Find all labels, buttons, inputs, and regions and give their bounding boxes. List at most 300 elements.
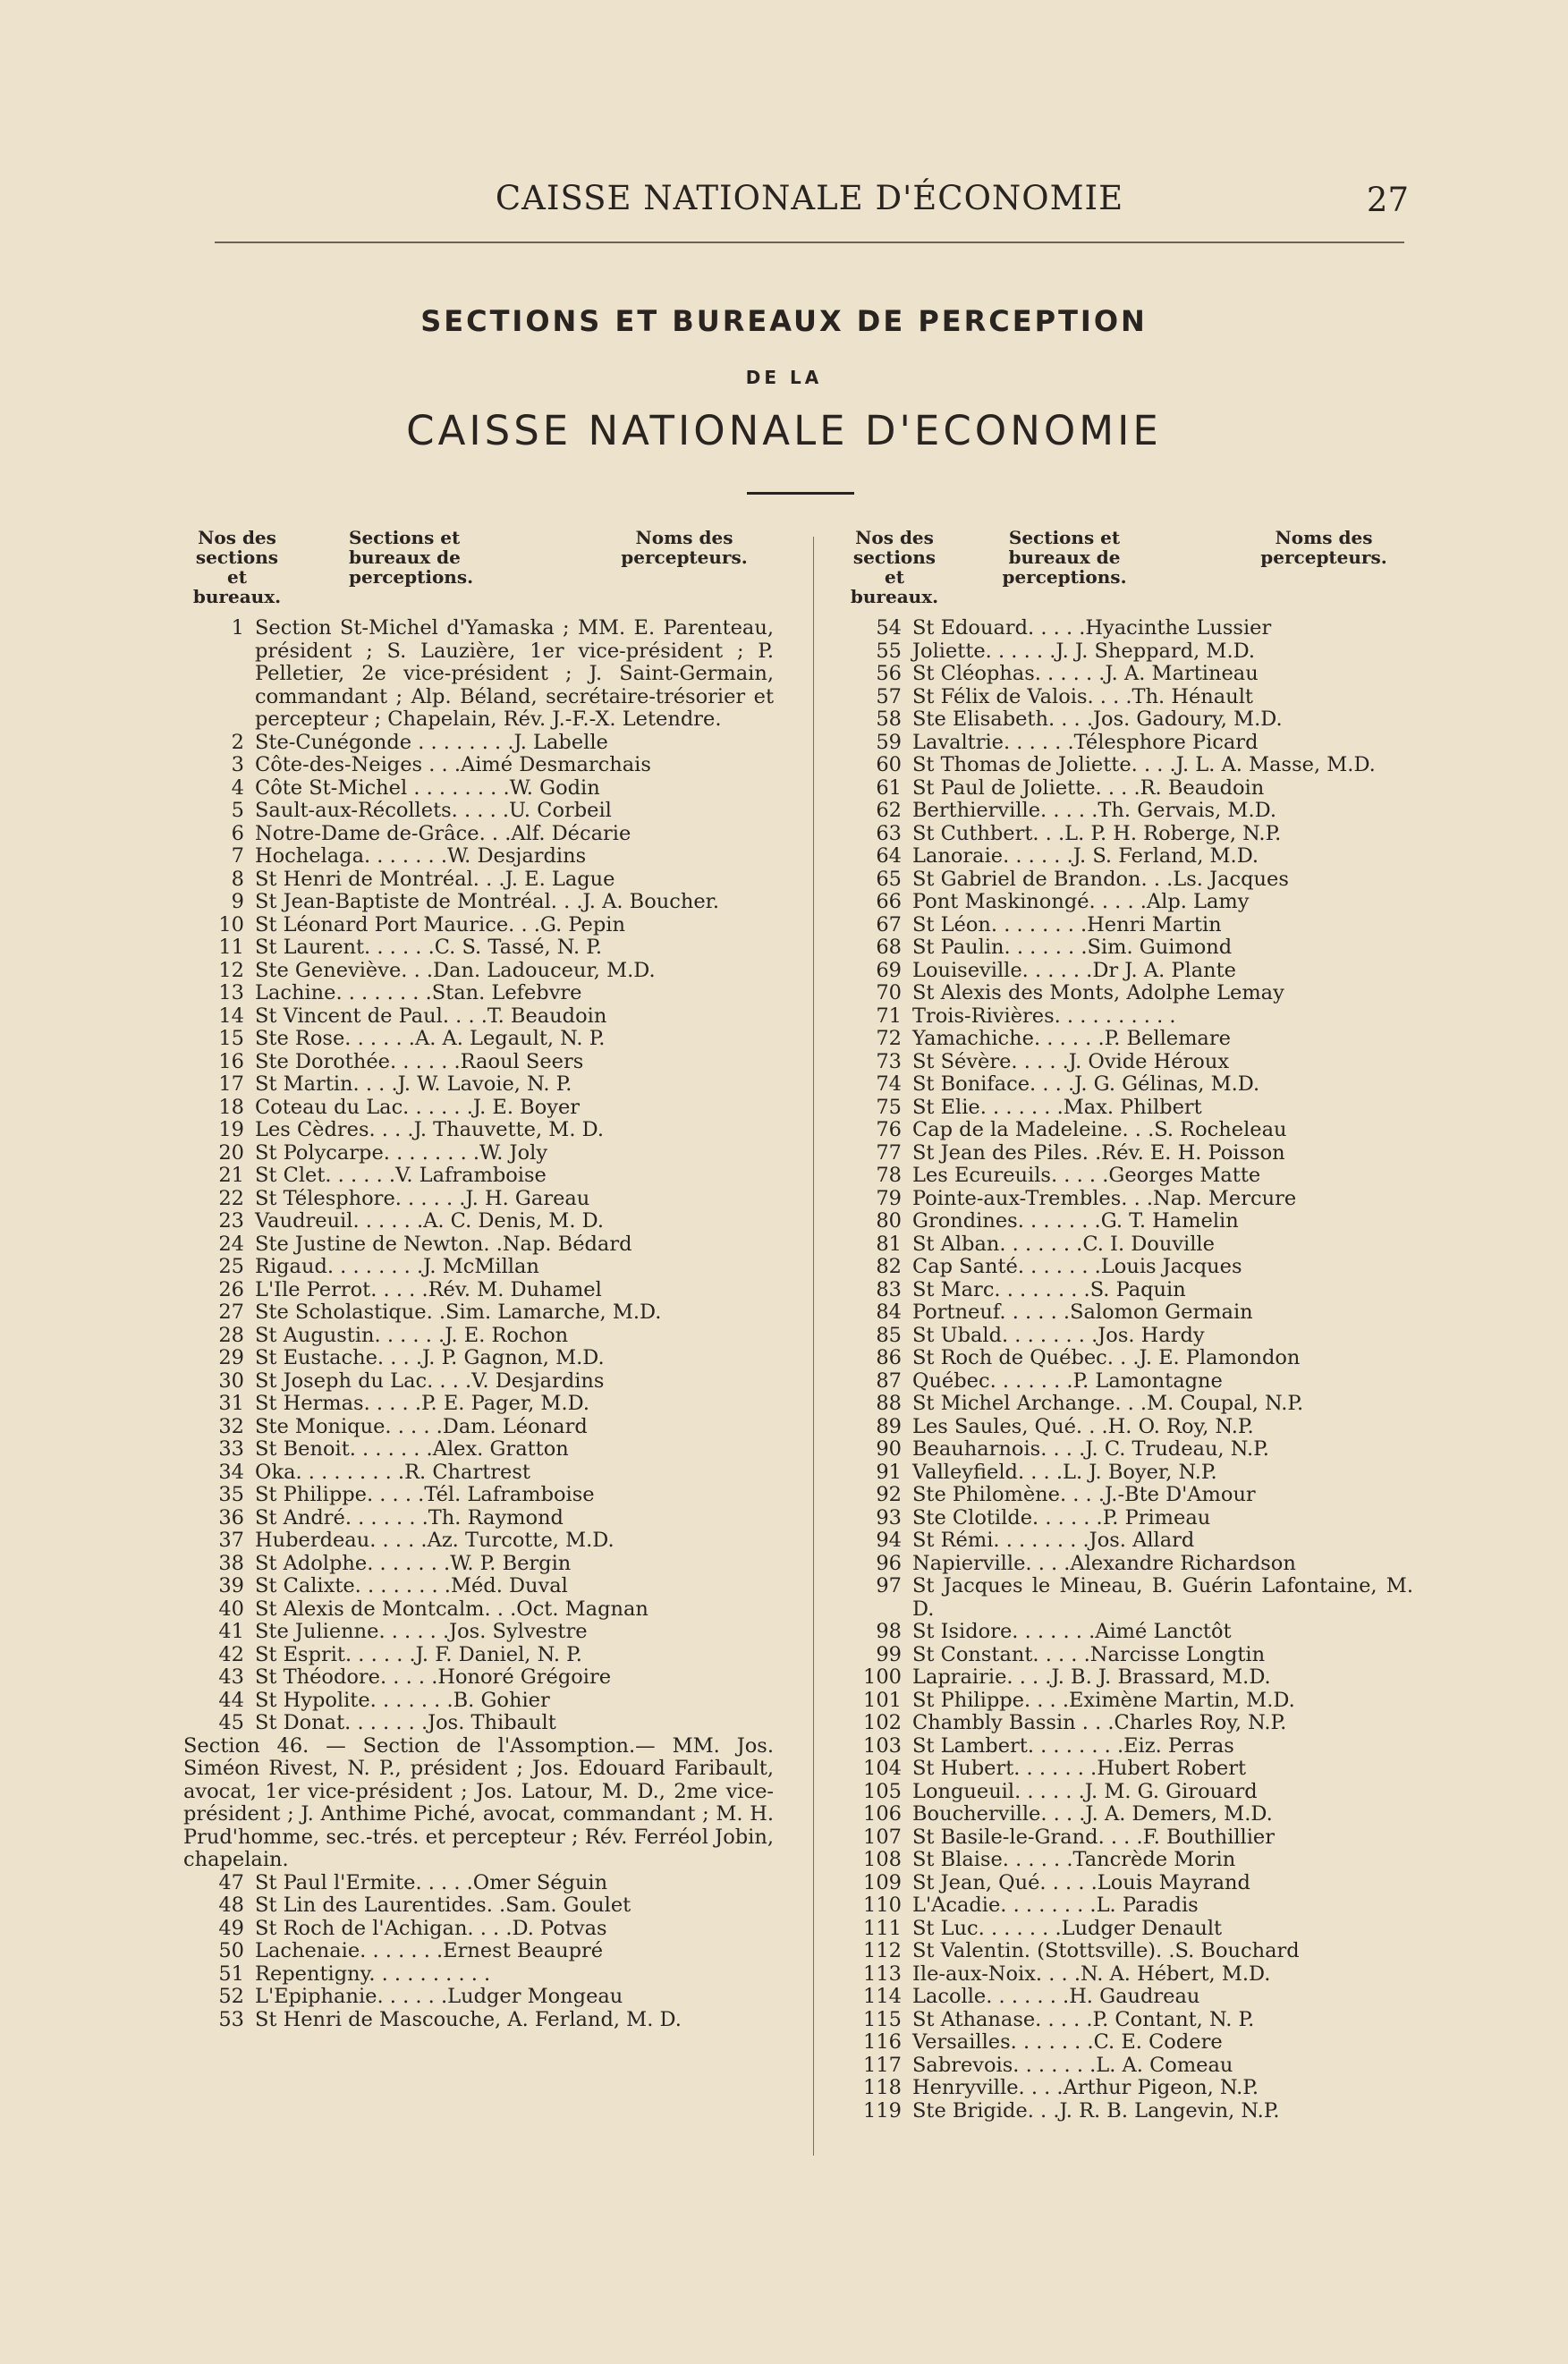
entry-number: 11 bbox=[218, 936, 244, 959]
list-item bbox=[841, 1301, 1413, 1325]
entry-text: St Paul de Joliette. . . .R. Beaudoin bbox=[912, 775, 1265, 800]
entry-number: 17 bbox=[218, 1072, 244, 1096]
list-item bbox=[183, 1462, 774, 1485]
list-item bbox=[183, 1097, 774, 1120]
header-section-names: Sections et bureaux de perceptions. bbox=[349, 527, 474, 588]
entry-text: Ste Dorothée. . . . . .Raoul Seers bbox=[255, 1049, 584, 1073]
list-item bbox=[183, 617, 774, 732]
entry-text: St Gabriel de Brandon. . .Ls. Jacques bbox=[912, 867, 1289, 891]
entry-text: St Basile-le-Grand. . . .F. Bouthillier bbox=[912, 1825, 1275, 1849]
list-item bbox=[841, 1279, 1413, 1302]
entry-text: Ste Julienne. . . . . .Jos. Sylvestre bbox=[255, 1620, 588, 1643]
list-item bbox=[841, 1894, 1413, 1918]
list-item bbox=[841, 936, 1413, 960]
list-item bbox=[183, 891, 774, 914]
entry-number: 22 bbox=[218, 1186, 244, 1210]
entry-text: Valleyfield. . . .L. J. Boyer, N.P. bbox=[912, 1460, 1217, 1484]
entry-number: 61 bbox=[876, 775, 902, 800]
entry-number: 1 bbox=[231, 616, 244, 640]
entry-text: Ile-aux-Noix. . . .N. A. Hébert, M.D. bbox=[912, 1962, 1271, 1986]
list-item bbox=[183, 1165, 774, 1188]
list-item bbox=[841, 2031, 1413, 2055]
entry-text: Lanoraie. . . . . .J. S. Ferland, M.D. bbox=[912, 844, 1259, 868]
entry-text: St Henri de Montréal. . .J. E. Lague bbox=[255, 867, 615, 891]
list-item bbox=[183, 1073, 774, 1097]
entry-text: Longueuil. . . . . .J. M. G. Girouard bbox=[912, 1779, 1258, 1803]
list-item bbox=[841, 1005, 1413, 1029]
entry-number: 70 bbox=[876, 981, 902, 1004]
list-item bbox=[841, 1119, 1413, 1142]
entry-number: 113 bbox=[863, 1962, 902, 1986]
entry-text: Ste Justine de Newton. .Nap. Bédard bbox=[255, 1232, 632, 1256]
entry-number: 55 bbox=[876, 639, 902, 663]
entry-text: St Jean-Baptiste de Montréal. . .J. A. Boucher. bbox=[255, 890, 720, 913]
list-item bbox=[841, 754, 1413, 777]
entry-text: L'Acadie. . . . . . . .L. Paradis bbox=[912, 1894, 1199, 1917]
entry-number: 42 bbox=[218, 1642, 244, 1666]
list-item bbox=[183, 800, 774, 823]
entry-number: 32 bbox=[218, 1414, 244, 1438]
left-entry-list-2 bbox=[183, 1872, 774, 2032]
entry-text: St Laurent. . . . . .C. S. Tassé, N. P. bbox=[255, 936, 603, 959]
list-item bbox=[183, 1575, 774, 1598]
list-item bbox=[841, 960, 1413, 983]
entry-number: 47 bbox=[218, 1870, 244, 1894]
entry-number: 94 bbox=[876, 1529, 902, 1552]
list-item bbox=[183, 1918, 774, 1941]
list-item bbox=[183, 1119, 774, 1142]
list-item bbox=[183, 1644, 774, 1667]
entry-text: St Roch de Québec. . .J. E. Plamondon bbox=[912, 1346, 1301, 1369]
list-item bbox=[183, 914, 774, 937]
list-item bbox=[841, 845, 1413, 868]
section-46-note-wrap bbox=[183, 1735, 774, 1872]
entry-number: 86 bbox=[876, 1346, 902, 1369]
entry-number: 24 bbox=[218, 1232, 244, 1256]
list-item bbox=[841, 1462, 1413, 1485]
list-item bbox=[183, 845, 774, 868]
entry-number: 87 bbox=[876, 1368, 902, 1393]
list-item bbox=[841, 1803, 1413, 1826]
entry-text: St Jean, Qué. . . . .Louis Mayrand bbox=[912, 1870, 1250, 1894]
entry-text: Pointe-aux-Trembles. . .Nap. Mercure bbox=[912, 1186, 1297, 1210]
list-item bbox=[841, 1621, 1413, 1644]
list-item bbox=[841, 1142, 1413, 1165]
entry-number: 26 bbox=[218, 1277, 244, 1301]
entry-text: St Edouard. . . . .Hyacinthe Lussier bbox=[912, 616, 1272, 640]
entry-text: Lachenaie. . . . . . .Ernest Beaupré bbox=[255, 1939, 604, 1962]
entry-number: 39 bbox=[218, 1574, 244, 1597]
entry-number: 52 bbox=[218, 1985, 244, 2008]
entry-number: 115 bbox=[863, 2007, 902, 2031]
entry-text: Rigaud. . . . . . . .J. McMillan bbox=[255, 1255, 539, 1278]
list-item bbox=[183, 1894, 774, 1918]
entry-number: 57 bbox=[876, 684, 902, 708]
list-item bbox=[841, 2009, 1413, 2032]
list-item bbox=[841, 1393, 1413, 1416]
entry-text: Ste Monique. . . . .Dam. Léonard bbox=[255, 1414, 588, 1438]
entry-text: Coteau du Lac. . . . . .J. E. Boyer bbox=[255, 1095, 581, 1119]
list-item bbox=[841, 1553, 1413, 1576]
entry-number: 29 bbox=[218, 1346, 244, 1369]
list-item bbox=[841, 891, 1413, 914]
entry-number: 58 bbox=[876, 708, 902, 731]
entry-text: Section St-Michel d'Yamaska ; MM. E. Parenteau, président ; S. Lauzière, 1er vice-président ; P. Pelletier, 2e vice-président ; J. Saint-Germain, commandant ; Alp. Béland, secrétaire-trésorier et percepteur ; Chapelain, Rév. J.-F.-X. Letendre. bbox=[255, 616, 774, 731]
list-item bbox=[183, 960, 774, 983]
entry-text: St Paul l'Ermite. . . . .Omer Séguin bbox=[255, 1870, 608, 1894]
list-item bbox=[183, 1370, 774, 1394]
entry-number: 30 bbox=[218, 1368, 244, 1393]
list-item bbox=[183, 754, 774, 777]
entry-text: St Vincent de Paul. . . .T. Beaudoin bbox=[255, 1004, 607, 1028]
list-item bbox=[841, 1849, 1413, 1872]
entry-text: Portneuf. . . . . .Salomon Germain bbox=[912, 1301, 1253, 1324]
list-item bbox=[183, 1621, 774, 1644]
entry-text: Côte-des-Neiges . . .Aimé Desmarchais bbox=[255, 753, 651, 776]
section-46-note: Section 46. — Section de l'Assomption.— MM. Jos. Siméon Rivest, N. P., président ; Jos. Edouard Faribault, avocat, 1er vice-président ; Jos. Latour, M. D., 2me vice-président ; J. Anthime Piché, avocat, commandant ; M. H. Prud'homme, sec.-trés. et percepteur ; Rév. Ferréol Jobin, chapelain. bbox=[183, 1733, 774, 1871]
list-item bbox=[841, 1963, 1413, 1987]
entry-number: 97 bbox=[876, 1574, 902, 1597]
list-item bbox=[841, 1758, 1413, 1781]
running-title: CAISSE NATIONALE D'ÉCONOMIE bbox=[495, 179, 1124, 217]
entry-number: 51 bbox=[218, 1962, 244, 1986]
entry-text: St Sévère. . . . .J. Ovide Héroux bbox=[912, 1049, 1230, 1073]
entry-text: St Hypolite. . . . . . .B. Gohier bbox=[255, 1688, 550, 1712]
entry-text: Grondines. . . . . . .G. T. Hamelin bbox=[912, 1209, 1239, 1233]
entry-number: 53 bbox=[218, 2007, 244, 2031]
entry-number: 45 bbox=[218, 1711, 244, 1734]
list-item bbox=[841, 1918, 1413, 1941]
list-item bbox=[183, 1347, 774, 1370]
entry-number: 35 bbox=[218, 1483, 244, 1506]
list-item bbox=[183, 1963, 774, 1987]
list-item bbox=[183, 1233, 774, 1257]
list-item bbox=[183, 1484, 774, 1507]
entry-text: St Alexis de Montcalm. . .Oct. Magnan bbox=[255, 1597, 648, 1621]
right-entry-list bbox=[841, 617, 1413, 2123]
list-item bbox=[841, 1325, 1413, 1348]
entry-number: 31 bbox=[218, 1392, 244, 1415]
entry-text: Berthierville. . . . .Th. Gervais, M.D. bbox=[912, 799, 1276, 822]
list-item bbox=[183, 1051, 774, 1074]
entry-text: St Michel Archange. . .M. Coupal, N.P. bbox=[912, 1392, 1304, 1415]
entry-number: 69 bbox=[876, 958, 902, 982]
list-item bbox=[841, 1256, 1413, 1279]
list-item bbox=[841, 640, 1413, 664]
entry-number: 56 bbox=[876, 662, 902, 685]
entry-text: St Alexis des Monts, Adolphe Lemay bbox=[912, 981, 1284, 1004]
entry-number: 25 bbox=[218, 1255, 244, 1278]
list-item bbox=[841, 1347, 1413, 1370]
entry-number: 110 bbox=[863, 1894, 902, 1917]
header-collector-names: Noms des percepteurs. bbox=[1260, 527, 1387, 568]
entry-text: Les Cèdres. . . .J. Thauvette, M. D. bbox=[255, 1118, 605, 1141]
entry-text: St Félix de Valois. . . .Th. Hénault bbox=[912, 684, 1253, 708]
entry-text: St Ubald. . . . . . . .Jos. Hardy bbox=[912, 1323, 1205, 1347]
entry-number: 40 bbox=[218, 1597, 244, 1621]
entry-text: Ste Brigide. . .J. R. B. Langevin, N.P. bbox=[912, 2098, 1280, 2123]
entry-text: Québec. . . . . . .P. Lamontagne bbox=[912, 1368, 1223, 1393]
document-title-organization: CAISSE NATIONALE D'ECONOMIE bbox=[406, 407, 1162, 454]
entry-number: 66 bbox=[876, 890, 902, 913]
entry-number: 64 bbox=[876, 844, 902, 868]
entry-number: 105 bbox=[863, 1779, 902, 1803]
entry-number: 112 bbox=[863, 1939, 902, 1962]
list-item bbox=[841, 1826, 1413, 1850]
entry-text: Hochelaga. . . . . . .W. Desjardins bbox=[255, 844, 587, 868]
entry-text: Lacolle. . . . . . .H. Gaudreau bbox=[912, 1985, 1200, 2008]
entry-text: St Constant. . . . .Narcisse Longtin bbox=[912, 1642, 1266, 1666]
entry-number: 16 bbox=[218, 1049, 244, 1073]
entry-text: Lavaltrie. . . . . .Télesphore Picard bbox=[912, 730, 1259, 754]
list-item bbox=[841, 2055, 1413, 2078]
title-rule bbox=[747, 492, 854, 495]
list-item bbox=[841, 663, 1413, 686]
list-item bbox=[183, 777, 774, 801]
entry-text: St Thomas de Joliette. . . .J. L. A. Masse, M.D. bbox=[912, 753, 1376, 776]
list-item bbox=[183, 1529, 774, 1553]
entry-number: 89 bbox=[876, 1414, 902, 1438]
list-item bbox=[183, 732, 774, 755]
list-item bbox=[841, 914, 1413, 937]
entry-number: 107 bbox=[863, 1825, 902, 1849]
entry-number: 85 bbox=[876, 1323, 902, 1347]
entry-text: Oka. . . . . . . . .R. Chartrest bbox=[255, 1460, 530, 1484]
entry-number: 2 bbox=[231, 730, 244, 754]
entry-number: 109 bbox=[863, 1870, 902, 1894]
entry-text: Ste Philomène. . . .J.-Bte D'Amour bbox=[912, 1483, 1256, 1506]
list-item bbox=[183, 1210, 774, 1233]
left-entry-list bbox=[183, 617, 774, 1735]
list-item bbox=[841, 617, 1413, 640]
entry-text: Henryville. . . .Arthur Pigeon, N.P. bbox=[912, 2076, 1259, 2099]
entry-text: St Elie. . . . . . .Max. Philbert bbox=[912, 1095, 1202, 1119]
entry-number: 106 bbox=[863, 1802, 902, 1826]
list-item bbox=[841, 823, 1413, 846]
list-item bbox=[841, 1735, 1413, 1758]
entry-number: 21 bbox=[218, 1164, 244, 1187]
entry-text: Joliette. . . . . .J. J. Sheppard, M.D. bbox=[912, 639, 1255, 663]
list-item bbox=[841, 1097, 1413, 1120]
entry-number: 44 bbox=[218, 1688, 244, 1712]
entry-text: St Calixte. . . . . . . .Méd. Duval bbox=[255, 1574, 568, 1597]
list-item bbox=[183, 1872, 774, 1895]
list-item bbox=[183, 936, 774, 960]
list-item bbox=[183, 823, 774, 846]
entry-number: 38 bbox=[218, 1551, 244, 1575]
entry-number: 102 bbox=[863, 1711, 902, 1734]
entry-text: St Eustache. . . .J. P. Gagnon, M.D. bbox=[255, 1346, 605, 1369]
entry-text: Versailles. . . . . . .C. E. Codere bbox=[912, 2030, 1223, 2054]
entry-text: St Lin des Laurentides. .Sam. Goulet bbox=[255, 1894, 631, 1917]
right-column bbox=[841, 528, 1413, 2123]
list-item bbox=[841, 2100, 1413, 2123]
list-item bbox=[183, 1507, 774, 1530]
entry-text: St Philippe. . . . .Tél. Laframboise bbox=[255, 1483, 595, 1506]
list-item bbox=[841, 1233, 1413, 1257]
entry-text: Ste Scholastique. .Sim. Lamarche, M.D. bbox=[255, 1301, 662, 1324]
entry-text: St Polycarpe. . . . . . . .W. Joly bbox=[255, 1140, 548, 1165]
list-item bbox=[841, 1529, 1413, 1553]
entry-text: Boucherville. . . .J. A. Demers, M.D. bbox=[912, 1802, 1273, 1826]
entry-number: 60 bbox=[876, 753, 902, 776]
entry-number: 48 bbox=[218, 1894, 244, 1917]
entry-number: 77 bbox=[876, 1140, 902, 1165]
entry-number: 12 bbox=[218, 958, 244, 982]
entry-number: 8 bbox=[231, 867, 244, 891]
list-item bbox=[841, 1666, 1413, 1690]
entry-text: St Esprit. . . . . .J. F. Daniel, N. P. bbox=[255, 1642, 582, 1666]
entry-number: 4 bbox=[231, 775, 244, 800]
entry-text: St Isidore. . . . . . .Aimé Lanctôt bbox=[912, 1620, 1232, 1643]
entry-number: 19 bbox=[218, 1118, 244, 1141]
entry-text: Ste Rose. . . . . .A. A. Legault, N. P. bbox=[255, 1027, 606, 1050]
entry-number: 88 bbox=[876, 1392, 902, 1415]
list-item bbox=[841, 1028, 1413, 1051]
entry-number: 101 bbox=[863, 1688, 902, 1712]
entry-number: 7 bbox=[231, 844, 244, 868]
entry-text: L'Epiphanie. . . . . .Ludger Mongeau bbox=[255, 1985, 623, 2008]
list-item bbox=[183, 1940, 774, 1963]
left-column-headers bbox=[183, 528, 774, 608]
list-item bbox=[183, 2009, 774, 2032]
list-item bbox=[183, 1301, 774, 1325]
list-item bbox=[841, 1051, 1413, 1074]
list-item bbox=[183, 1438, 774, 1462]
entry-number: 68 bbox=[876, 936, 902, 959]
list-item bbox=[841, 868, 1413, 892]
entry-number: 84 bbox=[876, 1301, 902, 1324]
entry-number: 79 bbox=[876, 1186, 902, 1210]
entry-text: St Télesphore. . . . . .J. H. Gareau bbox=[255, 1186, 590, 1210]
list-item bbox=[841, 1781, 1413, 1804]
entry-number: 80 bbox=[876, 1209, 902, 1233]
entry-text: St Martin. . . .J. W. Lavoie, N. P. bbox=[255, 1072, 572, 1096]
entry-number: 65 bbox=[876, 867, 902, 891]
entry-text: St Marc. . . . . . . .S. Paquin bbox=[912, 1277, 1186, 1301]
entry-number: 41 bbox=[218, 1620, 244, 1643]
list-item bbox=[841, 708, 1413, 732]
list-item bbox=[841, 1210, 1413, 1233]
entry-number: 23 bbox=[218, 1209, 244, 1233]
entry-text: Sault-aux-Récollets. . . . .U. Corbeil bbox=[255, 799, 612, 822]
entry-number: 34 bbox=[218, 1460, 244, 1484]
entry-number: 27 bbox=[218, 1301, 244, 1324]
list-item bbox=[183, 1666, 774, 1690]
list-item bbox=[841, 1165, 1413, 1188]
header-rule bbox=[215, 241, 1404, 243]
entry-text: Cap Santé. . . . . . .Louis Jacques bbox=[912, 1255, 1242, 1278]
list-item bbox=[183, 1142, 774, 1165]
entry-number: 117 bbox=[863, 2053, 902, 2077]
entry-text: St Benoit. . . . . . .Alex. Gratton bbox=[255, 1437, 569, 1461]
entry-number: 71 bbox=[876, 1004, 902, 1028]
entry-number: 119 bbox=[863, 2098, 902, 2123]
entry-number: 78 bbox=[876, 1164, 902, 1187]
entry-number: 111 bbox=[863, 1916, 902, 1940]
entry-text: Beauharnois. . . .J. C. Trudeau, N.P. bbox=[912, 1437, 1269, 1461]
entry-number: 62 bbox=[876, 799, 902, 822]
entry-text: Ste-Cunégonde . . . . . . . .J. Labelle bbox=[255, 730, 608, 754]
list-item bbox=[841, 1073, 1413, 1097]
right-column-headers bbox=[841, 528, 1413, 608]
list-item bbox=[183, 868, 774, 892]
entry-number: 9 bbox=[231, 890, 244, 913]
entry-number: 104 bbox=[863, 1757, 902, 1780]
entry-text: St Roch de l'Achigan. . . .D. Potvas bbox=[255, 1916, 607, 1940]
entry-number: 43 bbox=[218, 1665, 244, 1689]
list-item bbox=[841, 800, 1413, 823]
entry-text: St Rémi. . . . . . . .Jos. Allard bbox=[912, 1529, 1195, 1552]
entry-number: 54 bbox=[876, 616, 902, 640]
entry-number: 10 bbox=[218, 912, 244, 936]
entry-number: 93 bbox=[876, 1505, 902, 1529]
entry-number: 74 bbox=[876, 1072, 902, 1096]
header-section-numbers: Nos des sections et bureaux. bbox=[850, 527, 939, 607]
entry-text: St Théodore. . . . .Honoré Grégoire bbox=[255, 1665, 612, 1689]
list-item bbox=[841, 982, 1413, 1005]
entry-text: St Joseph du Lac. . . .V. Desjardins bbox=[255, 1368, 605, 1393]
document-title-connector: DE LA bbox=[745, 367, 823, 388]
entry-text: St Augustin. . . . . .J. E. Rochon bbox=[255, 1323, 569, 1347]
entry-number: 6 bbox=[231, 821, 244, 845]
entry-number: 116 bbox=[863, 2030, 902, 2054]
header-collector-names: Noms des percepteurs. bbox=[621, 527, 748, 568]
list-item bbox=[841, 2077, 1413, 2100]
list-item bbox=[841, 1986, 1413, 2009]
list-item bbox=[183, 1256, 774, 1279]
entry-text: Ste Clotilde. . . . . .P. Primeau bbox=[912, 1505, 1211, 1529]
entry-text: Huberdeau. . . . .Az. Turcotte, M.D. bbox=[255, 1529, 614, 1552]
entry-text: St Valentin. (Stottsville). .S. Bouchard bbox=[912, 1939, 1300, 1962]
entry-number: 90 bbox=[876, 1437, 902, 1461]
entry-text: Repentigny. . . . . . . . . . bbox=[255, 1962, 491, 1986]
list-item bbox=[841, 1872, 1413, 1895]
list-item bbox=[183, 1325, 774, 1348]
entry-number: 82 bbox=[876, 1255, 902, 1278]
list-item bbox=[841, 1644, 1413, 1667]
entry-text: Pont Maskinongé. . . . .Alp. Lamy bbox=[912, 890, 1250, 913]
page-number: 27 bbox=[1366, 181, 1409, 219]
entry-number: 5 bbox=[231, 799, 244, 822]
entry-text: St Hubert. . . . . . .Hubert Robert bbox=[912, 1757, 1246, 1780]
list-item bbox=[183, 1986, 774, 2009]
list-item bbox=[841, 1507, 1413, 1530]
entry-text: St Blaise. . . . . .Tancrède Morin bbox=[912, 1848, 1236, 1871]
entry-text: St Athanase. . . . .P. Contant, N. P. bbox=[912, 2007, 1255, 2031]
entry-number: 3 bbox=[231, 753, 244, 776]
entry-text: St Alban. . . . . . .C. I. Douville bbox=[912, 1232, 1215, 1256]
entry-text: St Hermas. . . . .P. E. Pager, M.D. bbox=[255, 1392, 590, 1415]
header-section-numbers: Nos des sections et bureaux. bbox=[192, 527, 282, 607]
entry-text: St Jacques le Mineau, B. Guérin Lafontaine, M. D. bbox=[912, 1574, 1413, 1621]
entry-number: 20 bbox=[218, 1140, 244, 1165]
entry-number: 18 bbox=[218, 1095, 244, 1119]
running-header bbox=[206, 179, 1413, 233]
entry-text: Yamachiche. . . . . .P. Bellemare bbox=[912, 1027, 1231, 1050]
column-divider bbox=[813, 537, 814, 2156]
list-item bbox=[841, 1370, 1413, 1394]
list-item bbox=[841, 1438, 1413, 1462]
entry-text: Les Ecureuils. . . . .Georges Matte bbox=[912, 1164, 1261, 1187]
entry-text: St Jean des Piles. .Rév. E. H. Poisson bbox=[912, 1140, 1285, 1165]
entry-text: St Adolphe. . . . . . .W. P. Bergin bbox=[255, 1551, 572, 1575]
entry-text: Ste Elisabeth. . . .Jos. Gadoury, M.D. bbox=[912, 708, 1283, 731]
entry-text: St Cléophas. . . . . .J. A. Martineau bbox=[912, 662, 1259, 685]
entry-text: Sabrevois. . . . . . .L. A. Comeau bbox=[912, 2053, 1233, 2077]
entry-number: 118 bbox=[863, 2076, 902, 2099]
list-item bbox=[183, 1712, 774, 1735]
